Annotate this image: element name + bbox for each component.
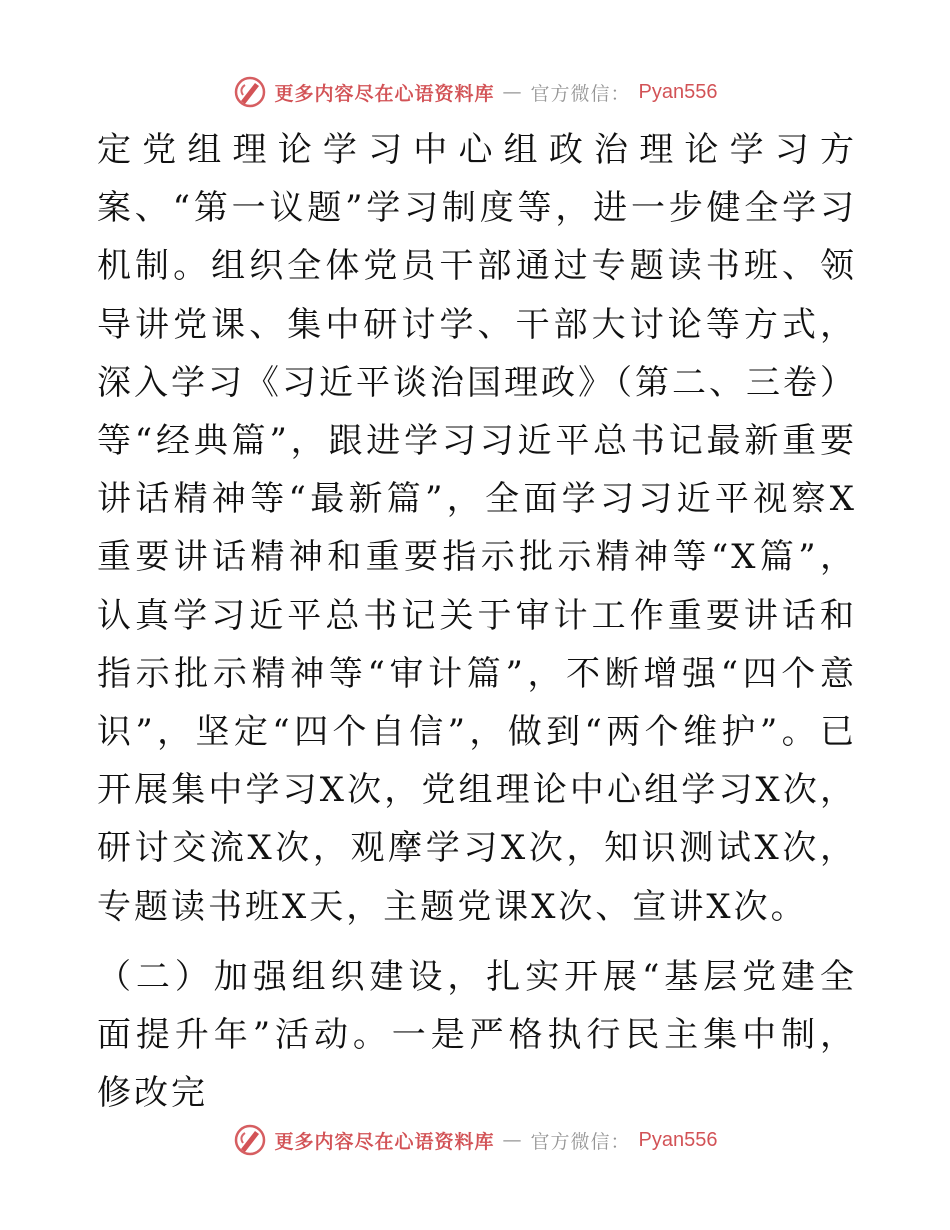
writing-hand-logo-icon xyxy=(233,75,267,109)
paragraph-1: 定党组理论学习中心组政治理论学习方案、“第一议题”学习制度等，进一步健全学习机制。组织全体党员干部通过专题读书班、领导讲党课、集中研讨学、干部大讨论等方式，深入学习《习近平谈治国理政》（第二、三卷）等“经典篇”，跟进学习习近平总书记最新重要讲话精神等“最新篇”，全面学习习近平视察X重要讲话精神和重要指示批示精神等“X篇”，认真学习近平总书记关于审计工作重要讲话和指示批示精神等“审计篇”，不断增强“四个意识”，坚定“四个自信”，做到“两个维护”。已开展集中学习X次，党组理论中心组学习X次，研讨交流X次，观摩学习X次，知识测试X次，专题读书班X天，主题党课X次、宣讲X次。 xyxy=(97,130,857,927)
watermark-official: 官方微信： xyxy=(530,1130,631,1153)
watermark-text: 更多内容尽在心语资料库 xyxy=(274,82,495,105)
watermark-wechat-id: Pyan556 xyxy=(638,80,718,103)
watermark-dash: — xyxy=(502,81,523,103)
writing-hand-logo-icon xyxy=(233,1123,267,1157)
watermark-dash: — xyxy=(502,1129,523,1151)
watermark-text: 更多内容尽在心语资料库 xyxy=(274,1130,495,1153)
paragraph-2: （二）加强组织建设，扎实开展“基层党建全面提升年”活动。一是严格执行民主集中制，修改完 xyxy=(97,956,857,1114)
watermark-official: 官方微信： xyxy=(530,82,631,105)
document-body xyxy=(97,121,857,1122)
watermark-wechat-id: Pyan556 xyxy=(638,1128,718,1151)
watermark-header xyxy=(0,72,950,112)
watermark-footer xyxy=(0,1120,950,1160)
